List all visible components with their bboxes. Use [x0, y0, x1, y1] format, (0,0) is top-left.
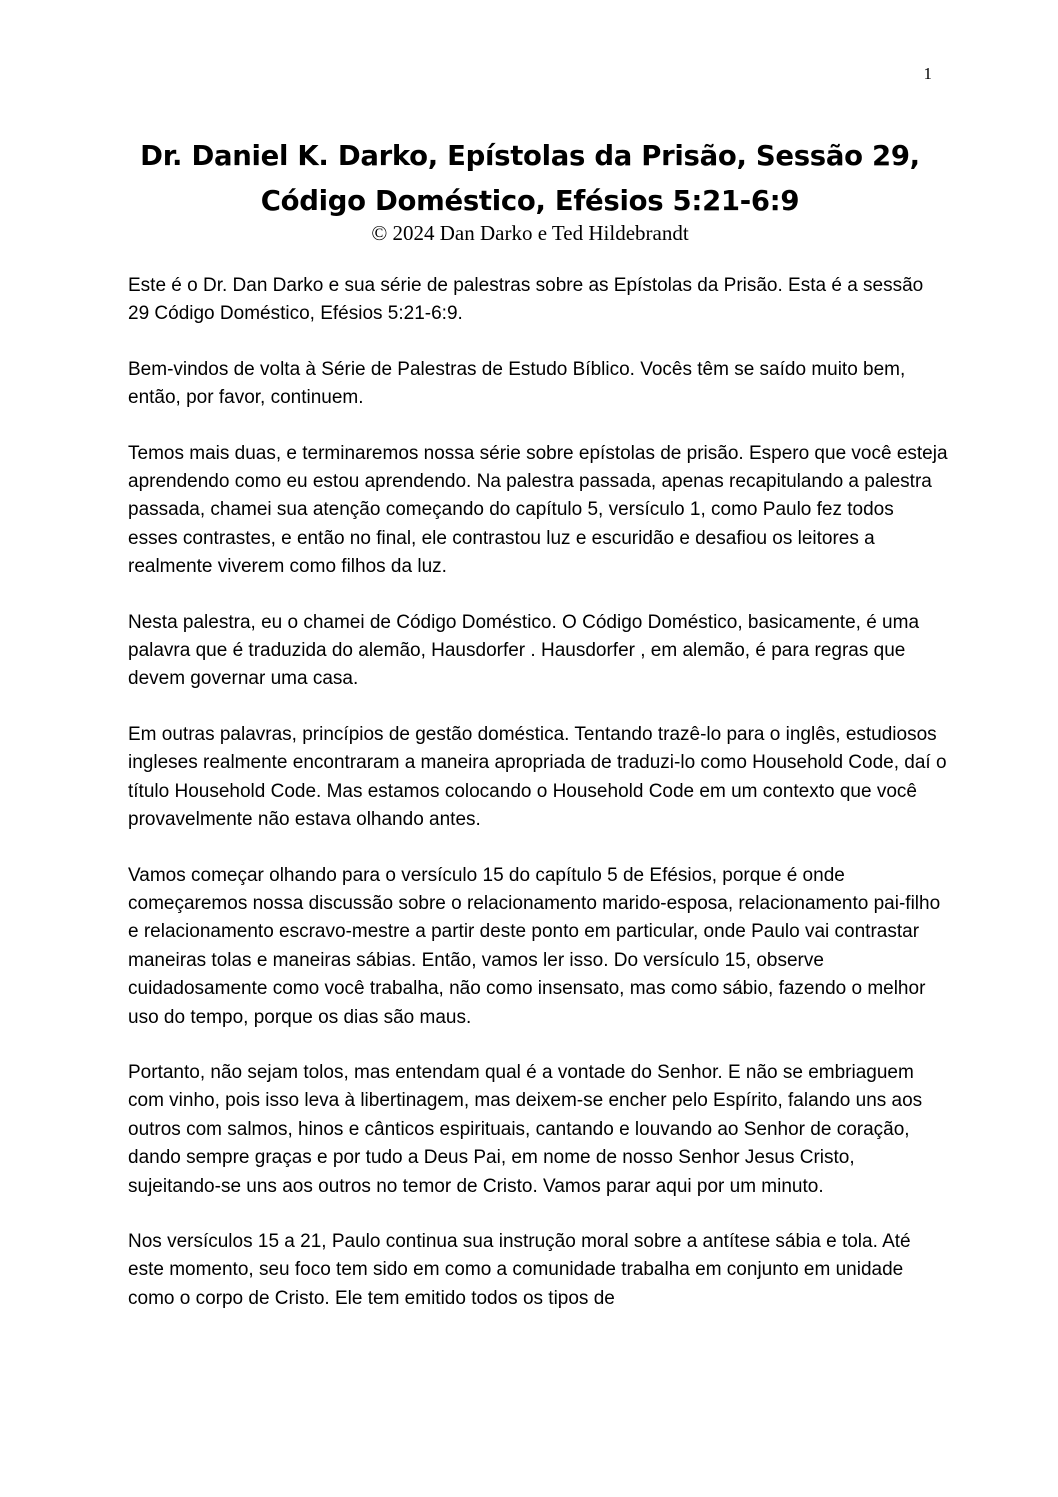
paragraph: Em outras palavras, princípios de gestão doméstica. Tentando trazê-lo para o inglês, estudiosos ingleses realmente encontraram a maneira apropriada de traduzi-lo como Household Code, daí o título Household Code. Mas estamos colocando o Household Code em um contexto que você provavelmente não estava olhando antes. — [128, 723, 947, 831]
paragraph: Bem-vindos de volta à Série de Palestras de Estudo Bíblico. Vocês têm se saído muito bem, então, por favor, continuem. — [128, 358, 906, 409]
paragraph: Portanto, não sejam tolos, mas entendam qual é a vontade do Senhor. E não se embriaguem com vinho, pois isso leva à libertinagem, mas deixem-se encher pelo Espírito, falando uns aos outros com salmos, hinos e cânticos espirituais, cantando e louvando ao Senhor de coração, dando sempre graças e por tudo a Deus Pai, em nome de nosso Senhor Jesus Cristo, sujeitando-se uns aos outros no temor de Cristo. Vamos parar aqui por um minuto. — [128, 1061, 923, 1197]
title-line-1: Dr. Daniel K. Darko, Epístolas da Prisão, Sessão 29, — [140, 140, 920, 172]
paragraph: Temos mais duas, e terminaremos nossa série sobre epístolas de prisão. Espero que você esteja aprendendo como eu estou aprendendo. Na palestra passada, apenas recapitulando a palestra passada, chamei sua atenção começando do capítulo 5, versículo 1, como Paulo fez todos esses contrastes, e então no final, ele contrastou luz e escuridão e desafiou os leitores a realmente viverem como filhos da luz. — [128, 442, 948, 578]
paragraph: Vamos começar olhando para o versículo 15 do capítulo 5 de Efésios, porque é onde começaremos nossa discussão sobre o relacionamento marido-esposa, relacionamento pai-filho e relacionamento escravo-mestre a partir deste ponto em particular, onde Paulo vai contrastar maneiras tolas e maneiras sábias. Então, vamos ler isso. Do versículo 15, observe cuidadosamente como você trabalha, não como insensato, mas como sábio, fazendo o melhor uso do tempo, porque os dias são maus. — [128, 864, 941, 1028]
title-line-2: Código Doméstico, Efésios 5:21-6:9 — [260, 185, 800, 217]
page-number: 1 — [923, 64, 932, 83]
document-title — [100, 134, 960, 224]
paragraph: Este é o Dr. Dan Darko e sua série de palestras sobre as Epístolas da Prisão. Esta é a sessão 29 Código Doméstico, Efésios 5:21-6:9. — [128, 275, 924, 325]
paragraph: Nos versículos 15 a 21, Paulo continua sua instrução moral sobre a antítese sábia e tola. Até este momento, seu foco tem sido em como a comunidade trabalha em conjunto em unidade como o corpo de Cristo. Ele tem emitido todos os tipos de — [128, 1230, 911, 1309]
copyright-line: © 2024 Dan Darko e Ted Hildebrandt — [371, 221, 689, 245]
paragraph: Nesta palestra, eu o chamei de Código Doméstico. O Código Doméstico, basicamente, é uma palavra que é traduzida do alemão, Hausdorfer . Hausdorfer , em alemão, é para regras que devem governar uma casa. — [128, 611, 920, 690]
document-body — [128, 272, 948, 1340]
